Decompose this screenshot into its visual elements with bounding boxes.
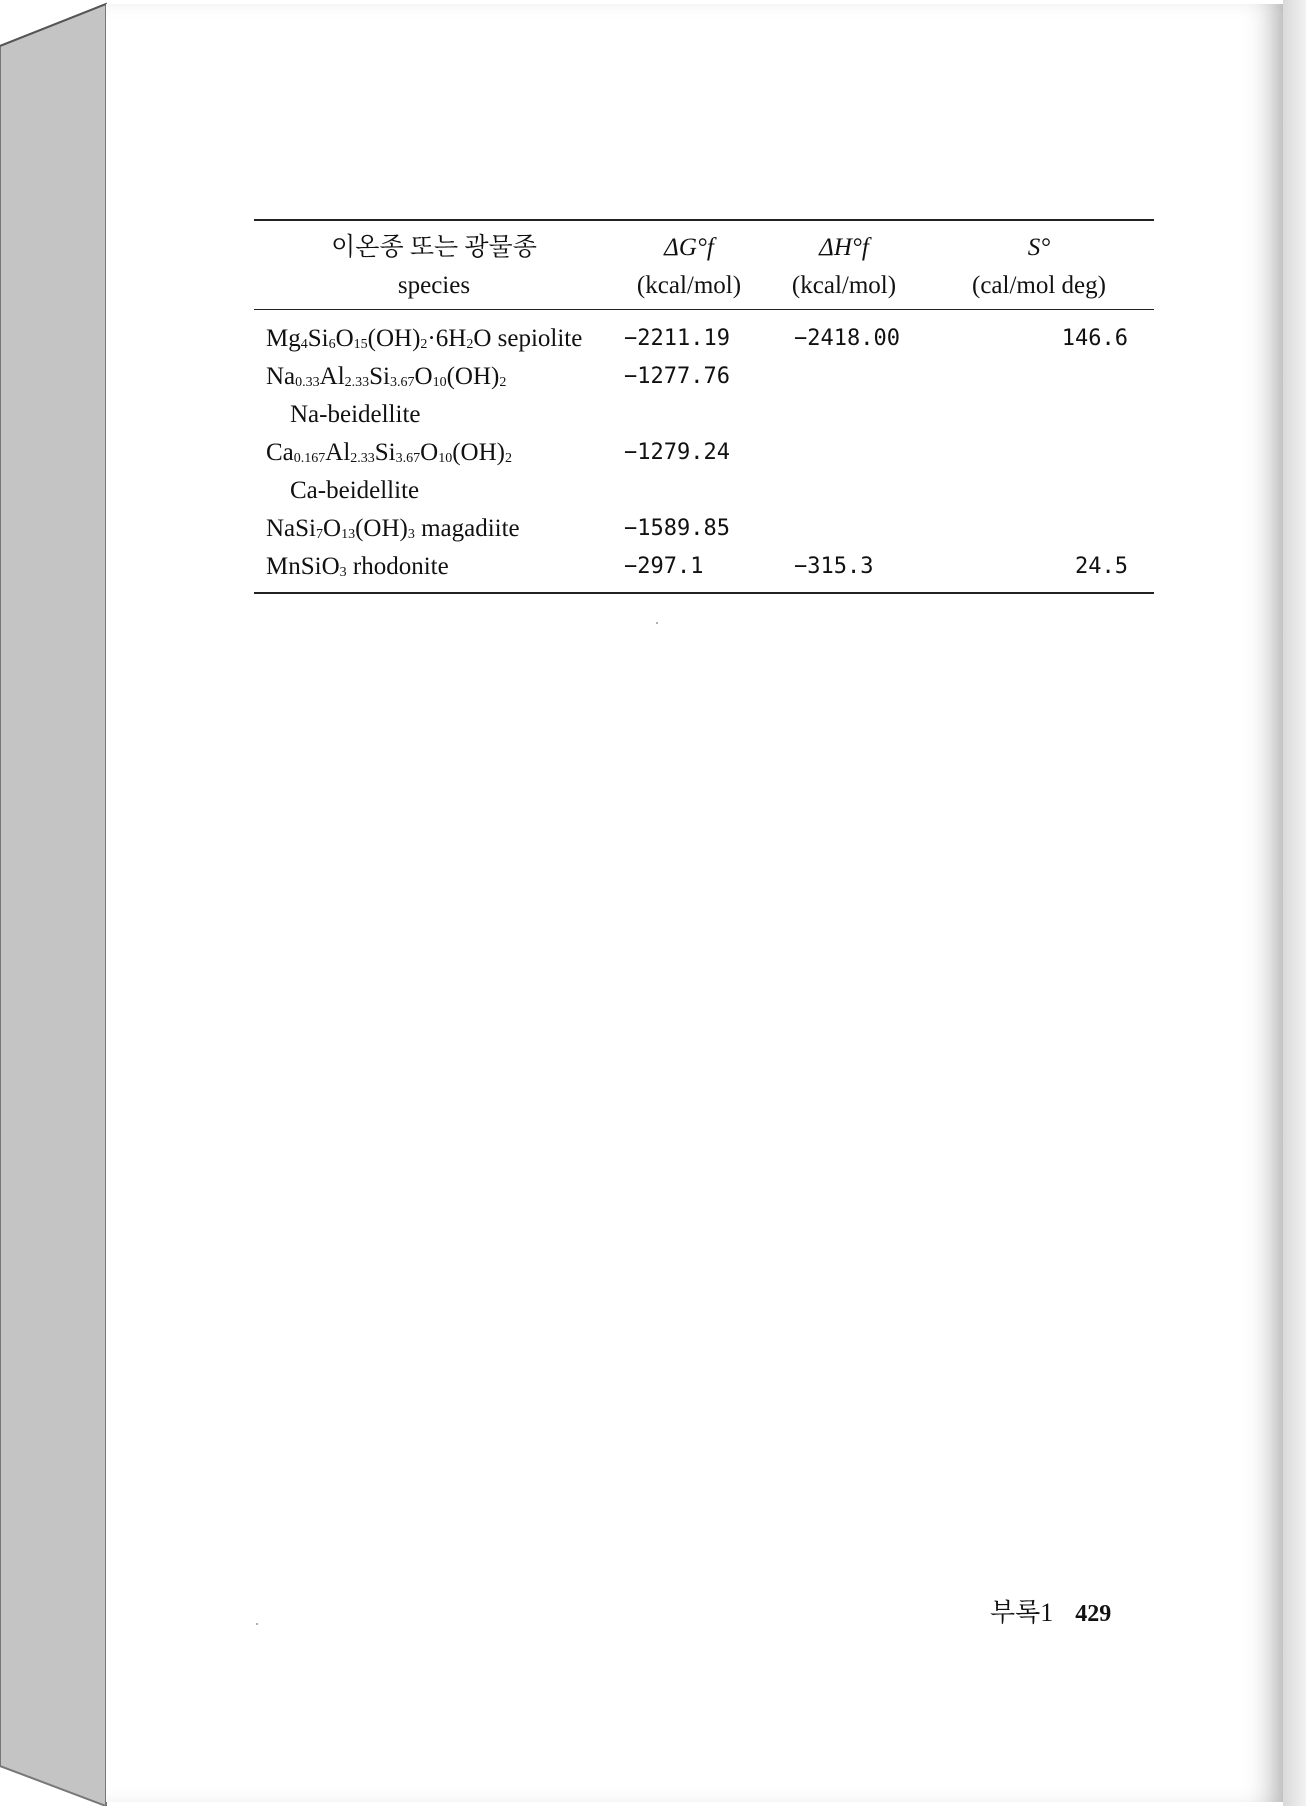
delta-h-value: −315.3 — [794, 554, 874, 579]
header-species-en: species — [397, 272, 471, 299]
table-row — [254, 310, 1154, 358]
table-bottom-rule — [254, 592, 1154, 594]
mineral-name: Na-beidellite — [290, 401, 421, 428]
delta-g-value: −1589.85 — [624, 516, 730, 541]
entropy-value: 24.5 — [1075, 554, 1128, 579]
paper-speck — [656, 622, 658, 624]
chemical-formula: $Ca_{0.167}Al_{2.33}Si_{3.67}O_{10}(OH)_2$ — [266, 439, 512, 466]
table-body — [254, 310, 1154, 592]
entropy-value: 146.6 — [1061, 326, 1128, 351]
paper-speck — [256, 1623, 258, 1625]
entropy-value — [924, 434, 1154, 510]
delta-h-value: −2418.00 — [794, 326, 900, 351]
delta-g-value: −2211.19 — [624, 326, 730, 351]
thermodynamic-data-table — [254, 219, 1154, 594]
entropy-value — [924, 510, 1154, 548]
header-species-ko: 이온종 또는 광물종 — [331, 234, 537, 261]
table-row — [254, 548, 1154, 592]
delta-h-value — [764, 358, 924, 434]
mineral-name: sepiolite — [497, 325, 583, 352]
table-row — [254, 510, 1154, 548]
species-cell — [254, 434, 614, 510]
header-g-unit: (kcal/mol) — [636, 272, 742, 299]
chemical-formula: $NaSi_7O_{13}(OH)_3$ — [266, 515, 415, 542]
species-cell — [254, 310, 614, 358]
delta-h-value — [764, 434, 924, 510]
header-h-unit: (kcal/mol) — [791, 272, 897, 299]
species-cell — [254, 358, 614, 434]
species-cell — [254, 510, 614, 548]
delta-g-value: −1277.76 — [624, 364, 730, 389]
page-right-edge — [1283, 0, 1306, 1806]
chemical-formula: $Na_{0.33}Al_{2.33}Si_{3.67}O_{10}(OH)_2$ — [266, 363, 507, 390]
page-number: 429 — [1075, 1601, 1112, 1627]
header-delta-g: ΔG°f — [664, 234, 714, 261]
mineral-name: Ca-beidellite — [290, 477, 420, 504]
table-row — [254, 358, 1154, 434]
section-label: 부록1 — [990, 1598, 1054, 1627]
entropy-value — [924, 358, 1154, 434]
header-delta-h: ΔH°f — [819, 234, 869, 261]
species-cell — [254, 548, 614, 592]
header-s-unit: (cal/mol deg) — [972, 272, 1106, 299]
chemical-formula: $Mg_4Si_6O_{15}(OH)_2\cdot 6H_2O$ — [266, 325, 492, 352]
mineral-name: magadiite — [421, 515, 520, 542]
chemical-formula: MnSiO$_3$ — [266, 553, 347, 580]
page-footer — [990, 1592, 1111, 1629]
delta-g-value: −1279.24 — [624, 440, 730, 465]
table-row — [254, 434, 1154, 510]
mineral-name: rhodonite — [352, 553, 449, 580]
delta-h-value — [764, 510, 924, 548]
header-entropy: S° — [1027, 234, 1051, 261]
delta-g-value: −297.1 — [624, 554, 704, 579]
